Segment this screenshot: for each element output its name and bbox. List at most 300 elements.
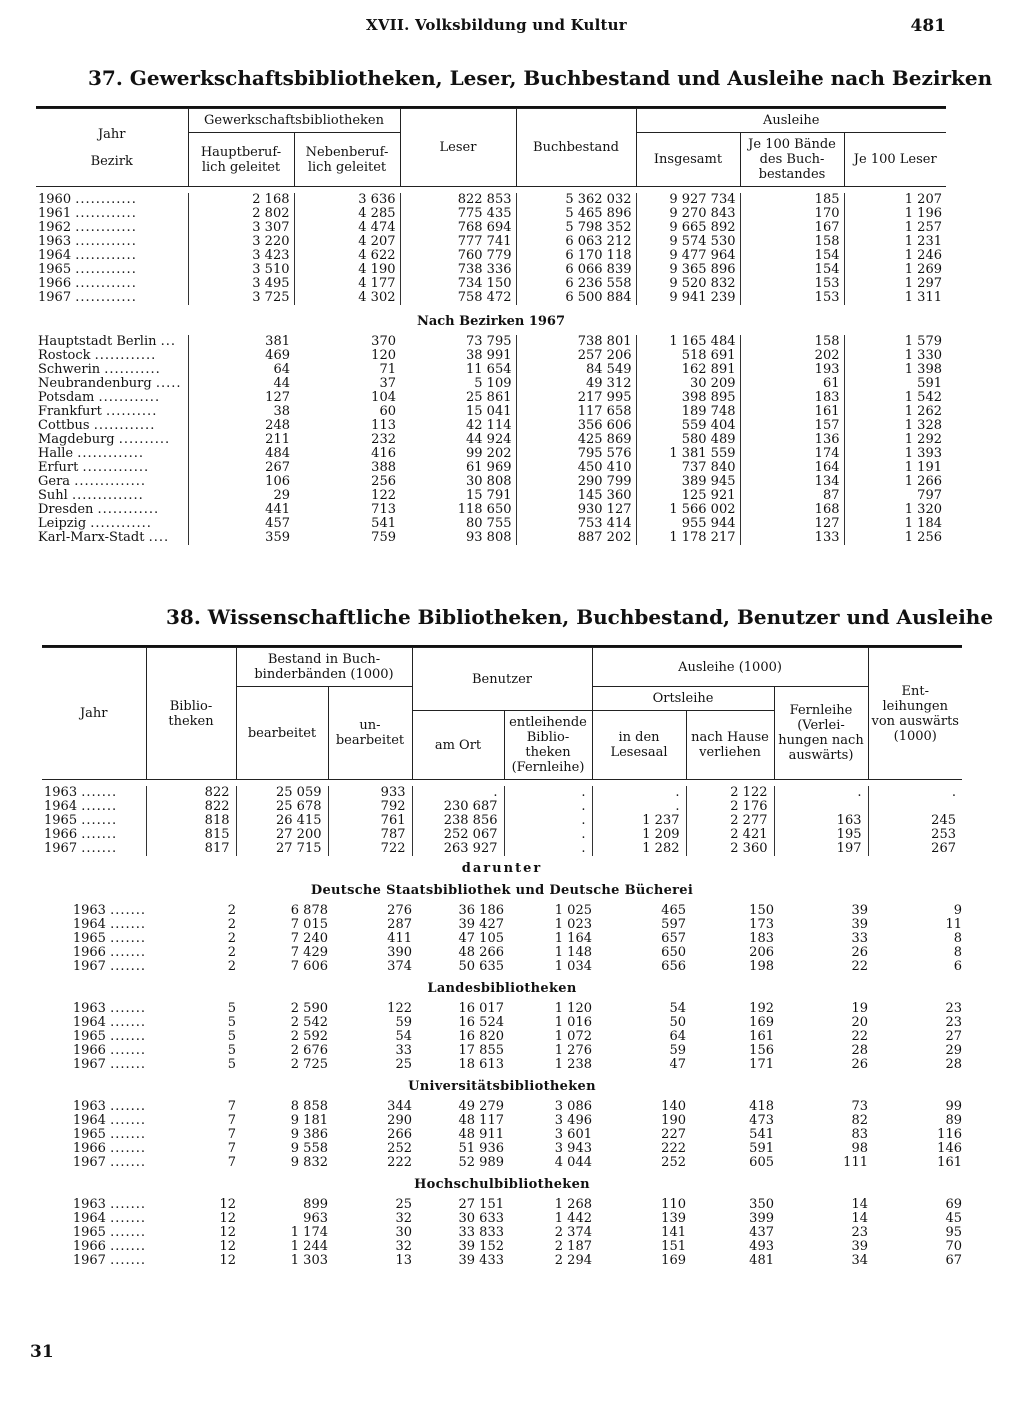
running-head: XVII. Volksbildung und Kultur bbox=[366, 16, 627, 34]
cell-jl: 1 256 bbox=[844, 531, 946, 545]
row-label bbox=[42, 828, 146, 842]
cell-haupt: 2 802 bbox=[188, 207, 294, 221]
cell-jl: 797 bbox=[844, 489, 946, 503]
cell-ausw: . bbox=[868, 786, 962, 800]
cell-haus: 2 421 bbox=[686, 828, 774, 842]
cell-ort: 16 820 bbox=[458, 1029, 504, 1044]
row-label bbox=[36, 235, 188, 249]
cell-ausw: 161 bbox=[937, 1155, 962, 1170]
leader-dots: ....... bbox=[110, 1113, 146, 1128]
cell-haupt: 3 220 bbox=[188, 235, 294, 249]
header-lesesaal: in den Lesesaal bbox=[592, 711, 686, 780]
row-label-text: Erfurt bbox=[38, 460, 79, 475]
row-label bbox=[36, 531, 188, 545]
cell-entl: 1 238 bbox=[554, 1057, 592, 1072]
cell-bear: 7 429 bbox=[290, 945, 328, 960]
cell-bear: 9 832 bbox=[290, 1155, 328, 1170]
cell-ort: 52 989 bbox=[458, 1155, 504, 1170]
cell-les: 59 bbox=[669, 1043, 686, 1058]
cell-ausw: 45 bbox=[945, 1211, 962, 1226]
row-label-text: 1964 bbox=[72, 1211, 106, 1226]
row-label-text: Cottbus bbox=[38, 418, 90, 433]
cell-buch: 117 658 bbox=[516, 405, 636, 419]
group-row bbox=[42, 1226, 962, 1240]
cell-ausw: 28 bbox=[945, 1057, 962, 1072]
row-label-text: Rostock bbox=[38, 348, 91, 363]
cell-unbear: 25 bbox=[395, 1057, 412, 1072]
cell-ort: 48 911 bbox=[458, 1127, 504, 1142]
cell-bib: 12 bbox=[219, 1225, 236, 1240]
cell-buch: 5 465 896 bbox=[516, 207, 636, 221]
cell-neben: 4 190 bbox=[294, 263, 400, 277]
leader-dots: ....... bbox=[81, 813, 118, 828]
header-insgesamt: Insgesamt bbox=[636, 133, 740, 187]
cell-bib: 5 bbox=[227, 1057, 236, 1072]
cell-bib: 7 bbox=[227, 1113, 236, 1128]
cell-insg: 518 691 bbox=[636, 349, 740, 363]
cell-neben: 104 bbox=[371, 390, 396, 405]
cell-buch: 887 202 bbox=[516, 531, 636, 545]
cell-ausw: 69 bbox=[945, 1197, 962, 1212]
cell-entl: 1 025 bbox=[554, 903, 592, 918]
header-group-ortsleihe: Ortsleihe bbox=[592, 687, 774, 711]
cell-haus: 169 bbox=[749, 1015, 774, 1030]
row-label bbox=[36, 503, 188, 517]
cell-haus: 481 bbox=[749, 1253, 774, 1268]
row-label-text: Suhl bbox=[38, 488, 68, 503]
year-row bbox=[36, 249, 946, 263]
cell-unbear: 33 bbox=[395, 1043, 412, 1058]
cell-haupt: 44 bbox=[188, 377, 294, 391]
year-row bbox=[36, 277, 946, 291]
header-fernleihe: Fernleihe (Verlei-hungen nach auswärts) bbox=[774, 687, 868, 780]
cell-haus: 173 bbox=[749, 917, 774, 932]
cell-ort: 16 524 bbox=[458, 1015, 504, 1030]
cell-ort: 51 936 bbox=[458, 1141, 504, 1156]
cell-bib: 818 bbox=[146, 814, 236, 828]
cell-bib: 5 bbox=[227, 1029, 236, 1044]
section-nach-bezirken: Nach Bezirken 1967 bbox=[416, 314, 566, 329]
cell-neben: 60 bbox=[379, 404, 396, 419]
cell-bear: 963 bbox=[303, 1211, 328, 1226]
cell-leser: 822 853 bbox=[400, 193, 516, 207]
footer-mark: 31 bbox=[30, 1342, 54, 1362]
group-row bbox=[42, 1142, 962, 1156]
header-group-benutzer: Benutzer bbox=[412, 648, 592, 711]
cell-leser: 775 435 bbox=[400, 207, 516, 221]
cell-insg: 9 270 843 bbox=[636, 207, 740, 221]
header-bibliotheken: Biblio-theken bbox=[146, 648, 236, 780]
leader-dots: ....... bbox=[110, 1239, 146, 1254]
row-label-text: 1963 bbox=[72, 1197, 106, 1212]
row-label-text: 1965 bbox=[72, 1127, 106, 1142]
cell-fern: 98 bbox=[851, 1141, 868, 1156]
cell-jl: 1 262 bbox=[844, 405, 946, 419]
leader-dots: .............. bbox=[71, 488, 144, 503]
row-label bbox=[42, 918, 146, 932]
cell-bear: 7 015 bbox=[290, 917, 328, 932]
row-label bbox=[42, 1226, 146, 1240]
cell-bear: 2 590 bbox=[290, 1001, 328, 1016]
cell-jb: 170 bbox=[740, 207, 844, 221]
row-label-text: 1966 bbox=[72, 1141, 106, 1156]
cell-entl: 3 496 bbox=[554, 1113, 592, 1128]
row-label bbox=[36, 363, 188, 377]
cell-bear: 7 240 bbox=[290, 931, 328, 946]
cell-leser: 99 202 bbox=[466, 446, 512, 461]
cell-jb: 154 bbox=[740, 263, 844, 277]
leader-dots: ............ bbox=[97, 502, 160, 517]
cell-jl: 1 184 bbox=[844, 517, 946, 531]
group-caption: Universitätsbibliotheken bbox=[408, 1079, 596, 1094]
row-label-text: 1963 bbox=[72, 1099, 106, 1114]
cell-jb: 134 bbox=[740, 475, 844, 489]
cell-jl: 1 246 bbox=[844, 249, 946, 263]
group-row bbox=[42, 904, 962, 918]
header-bearbeitet: bearbeitet bbox=[236, 687, 328, 780]
row-label bbox=[36, 193, 188, 207]
cell-jb: 136 bbox=[740, 433, 844, 447]
row-label-text: Frankfurt bbox=[38, 404, 102, 419]
cell-leser: 25 861 bbox=[466, 390, 512, 405]
group-row bbox=[42, 1044, 962, 1058]
cell-jl: 1 311 bbox=[844, 291, 946, 305]
cell-haupt: 248 bbox=[188, 419, 294, 433]
leader-dots: .............. bbox=[74, 474, 147, 489]
cell-insg: 559 404 bbox=[636, 419, 740, 433]
cell-les: 252 bbox=[661, 1155, 686, 1170]
leader-dots: ....... bbox=[110, 959, 146, 974]
cell-jb: 153 bbox=[740, 291, 844, 305]
cell-haupt: 211 bbox=[188, 433, 294, 447]
cell-ausw: 89 bbox=[945, 1113, 962, 1128]
cell-bib: 2 bbox=[227, 917, 236, 932]
row-label bbox=[42, 1254, 146, 1268]
row-label-text: 1961 bbox=[38, 206, 72, 221]
cell-haupt: 3 307 bbox=[188, 221, 294, 235]
leader-dots: ....... bbox=[81, 841, 118, 856]
cell-leser: 11 654 bbox=[466, 362, 512, 377]
cell-jb: 185 bbox=[740, 193, 844, 207]
row-label bbox=[42, 1100, 146, 1114]
cell-ausw: 27 bbox=[945, 1029, 962, 1044]
cell-entl: 2 187 bbox=[554, 1239, 592, 1254]
leader-dots: ....... bbox=[110, 945, 146, 960]
cell-bear: 2 676 bbox=[290, 1043, 328, 1058]
cell-haus: 541 bbox=[749, 1127, 774, 1142]
cell-ausw: 253 bbox=[868, 828, 962, 842]
row-label bbox=[42, 1002, 146, 1016]
row-label bbox=[42, 1044, 146, 1058]
group-row bbox=[42, 1016, 962, 1030]
district-row bbox=[36, 475, 946, 489]
cell-unbear: 374 bbox=[387, 959, 412, 974]
cell-insg: 389 945 bbox=[636, 475, 740, 489]
cell-jb: 167 bbox=[740, 221, 844, 235]
cell-ort: . bbox=[412, 786, 504, 800]
cell-jl: 1 266 bbox=[844, 475, 946, 489]
cell-unbear: 252 bbox=[387, 1141, 412, 1156]
cell-buch: 257 206 bbox=[516, 349, 636, 363]
cell-entl: . bbox=[504, 800, 592, 814]
cell-insg: 9 520 832 bbox=[636, 277, 740, 291]
row-label bbox=[36, 349, 188, 363]
cell-entl: 2 374 bbox=[554, 1225, 592, 1240]
cell-les: 169 bbox=[661, 1253, 686, 1268]
cell-leser: 118 650 bbox=[457, 502, 512, 517]
row-label bbox=[36, 447, 188, 461]
cell-buch: 290 799 bbox=[516, 475, 636, 489]
row-label-text: 1965 bbox=[72, 1225, 106, 1240]
cell-ausw: 267 bbox=[868, 842, 962, 856]
cell-buch: 6 236 558 bbox=[516, 277, 636, 291]
cell-haus: 183 bbox=[749, 931, 774, 946]
group-caption-row bbox=[42, 1072, 962, 1100]
cell-insg: 1 381 559 bbox=[636, 447, 740, 461]
cell-insg: 9 927 734 bbox=[636, 193, 740, 207]
cell-jb: 61 bbox=[740, 377, 844, 391]
cell-haupt: 3 495 bbox=[188, 277, 294, 291]
cell-neben: 4 622 bbox=[294, 249, 400, 263]
cell-fern: 26 bbox=[851, 945, 868, 960]
cell-haus: 605 bbox=[749, 1155, 774, 1170]
cell-jb: 168 bbox=[740, 503, 844, 517]
leader-dots: ............ bbox=[90, 516, 152, 531]
cell-insg: 9 365 896 bbox=[636, 263, 740, 277]
leader-dots: ........... bbox=[104, 362, 161, 377]
cell-les: 465 bbox=[661, 903, 686, 918]
cell-les: 139 bbox=[661, 1211, 686, 1226]
leader-dots: ....... bbox=[110, 1043, 146, 1058]
cell-entl: 2 294 bbox=[554, 1253, 592, 1268]
group-row bbox=[42, 918, 962, 932]
row-label bbox=[36, 335, 188, 349]
cell-leser: 73 795 bbox=[466, 334, 512, 349]
cell-leser: 5 109 bbox=[474, 376, 512, 391]
cell-entl: 1 276 bbox=[554, 1043, 592, 1058]
group-caption-row bbox=[42, 974, 962, 1002]
cell-jl: 1 398 bbox=[844, 363, 946, 377]
cell-unbear: 30 bbox=[395, 1225, 412, 1240]
leader-dots: ............ bbox=[75, 220, 137, 235]
cell-entl: . bbox=[504, 828, 592, 842]
cell-entl: 1 120 bbox=[554, 1001, 592, 1016]
cell-leser: 93 808 bbox=[466, 530, 512, 545]
cell-ausw: 245 bbox=[868, 814, 962, 828]
row-label bbox=[36, 249, 188, 263]
cell-ort: 49 279 bbox=[458, 1099, 504, 1114]
cell-ausw: 116 bbox=[937, 1127, 962, 1142]
cell-haus: 150 bbox=[749, 903, 774, 918]
leader-dots: ....... bbox=[81, 827, 118, 842]
row-label bbox=[36, 433, 188, 447]
cell-leser: 30 808 bbox=[466, 474, 512, 489]
group-row bbox=[42, 1114, 962, 1128]
row-label-text: 1963 bbox=[38, 234, 72, 249]
cell-jl: 1 292 bbox=[844, 433, 946, 447]
group-row bbox=[42, 1100, 962, 1114]
cell-unbear: 266 bbox=[387, 1127, 412, 1142]
cell-haupt: 267 bbox=[188, 461, 294, 475]
district-row bbox=[36, 517, 946, 531]
group-caption: Deutsche Staatsbibliothek und Deutsche Bücherei bbox=[310, 883, 694, 898]
header-group-ausleihe: Ausleihe (1000) bbox=[592, 648, 868, 687]
cell-unbear: 390 bbox=[387, 945, 412, 960]
cell-bear: 1 174 bbox=[290, 1225, 328, 1240]
row-label bbox=[42, 1114, 146, 1128]
cell-ausw: 9 bbox=[953, 903, 962, 918]
header-group-ausleihe: Ausleihe bbox=[636, 109, 946, 133]
cell-jl: 1 579 bbox=[844, 335, 946, 349]
cell-insg: 9 941 239 bbox=[636, 291, 740, 305]
cell-haupt: 381 bbox=[188, 335, 294, 349]
cell-neben: 4 474 bbox=[294, 221, 400, 235]
leader-dots: ............ bbox=[75, 290, 137, 305]
leader-dots: .......... bbox=[106, 404, 158, 419]
leader-dots: ............ bbox=[75, 262, 137, 277]
district-row bbox=[36, 377, 946, 391]
row-label bbox=[36, 263, 188, 277]
cell-bib: 5 bbox=[227, 1043, 236, 1058]
cell-unbear: 290 bbox=[387, 1113, 412, 1128]
cell-leser: 38 991 bbox=[466, 348, 512, 363]
cell-fern: 197 bbox=[774, 842, 868, 856]
row-label bbox=[36, 517, 188, 531]
cell-ort: 252 067 bbox=[412, 828, 504, 842]
cell-les: 657 bbox=[661, 931, 686, 946]
cell-haupt: 2 168 bbox=[188, 193, 294, 207]
leader-dots: .......... bbox=[118, 432, 171, 447]
header-je100-leser: Je 100 Leser bbox=[844, 133, 946, 187]
cell-jb: 133 bbox=[740, 531, 844, 545]
cell-leser: 760 779 bbox=[400, 249, 516, 263]
caption-darunter: darunter bbox=[461, 861, 543, 876]
cell-jl: 1 196 bbox=[844, 207, 946, 221]
row-label bbox=[42, 1142, 146, 1156]
cell-unbear: 122 bbox=[387, 1001, 412, 1016]
cell-bib: 822 bbox=[146, 800, 236, 814]
cell-ort: 50 635 bbox=[458, 959, 504, 974]
cell-bear: 2 542 bbox=[290, 1015, 328, 1030]
group-caption: Landesbibliotheken bbox=[427, 981, 577, 996]
cell-les: 50 bbox=[669, 1015, 686, 1030]
cell-bear: 2 592 bbox=[290, 1029, 328, 1044]
cell-ausw: 23 bbox=[945, 1015, 962, 1030]
group-row bbox=[42, 1030, 962, 1044]
leader-dots: ....... bbox=[81, 785, 118, 800]
group-row bbox=[42, 1002, 962, 1016]
cell-fern: 34 bbox=[851, 1253, 868, 1268]
row-label-text: Potsdam bbox=[38, 390, 95, 405]
cell-jb: 193 bbox=[740, 363, 844, 377]
cell-insg: 189 748 bbox=[636, 405, 740, 419]
cell-insg: 125 921 bbox=[636, 489, 740, 503]
cell-ort: 48 117 bbox=[458, 1113, 504, 1128]
row-label bbox=[36, 419, 188, 433]
cell-buch: 84 549 bbox=[516, 363, 636, 377]
row-label-text: 1966 bbox=[72, 1043, 106, 1058]
header-group-bibliotheken: Gewerkschaftsbibliotheken bbox=[188, 109, 400, 133]
leader-dots: ....... bbox=[110, 1197, 146, 1212]
cell-ort: 238 856 bbox=[412, 814, 504, 828]
cell-insg: 737 840 bbox=[636, 461, 740, 475]
cell-haus: 2 122 bbox=[686, 786, 774, 800]
cell-buch: 5 362 032 bbox=[516, 193, 636, 207]
cell-entl: 3 086 bbox=[554, 1099, 592, 1114]
district-row bbox=[36, 405, 946, 419]
row-label bbox=[36, 377, 188, 391]
cell-entl: . bbox=[504, 814, 592, 828]
cell-les: 110 bbox=[661, 1197, 686, 1212]
cell-haupt: 359 bbox=[188, 531, 294, 545]
cell-haus: 493 bbox=[749, 1239, 774, 1254]
leader-dots: ............ bbox=[75, 192, 137, 207]
cell-bib: 12 bbox=[219, 1197, 236, 1212]
cell-haupt: 3 510 bbox=[188, 263, 294, 277]
cell-unbear: 787 bbox=[328, 828, 412, 842]
cell-bib: 5 bbox=[227, 1015, 236, 1030]
row-label bbox=[36, 475, 188, 489]
cell-les: 656 bbox=[661, 959, 686, 974]
cell-haus: 2 277 bbox=[686, 814, 774, 828]
row-label-text: 1965 bbox=[72, 931, 106, 946]
cell-bib: 2 bbox=[227, 959, 236, 974]
cell-bear: 27 715 bbox=[236, 842, 328, 856]
cell-neben: 113 bbox=[371, 418, 396, 433]
cell-ausw: 6 bbox=[953, 959, 962, 974]
cell-entl: 3 943 bbox=[554, 1141, 592, 1156]
leader-dots: ............ bbox=[94, 348, 157, 363]
cell-bear: 27 200 bbox=[236, 828, 328, 842]
row-label bbox=[42, 960, 146, 974]
leader-dots: ............ bbox=[75, 248, 137, 263]
cell-bear: 26 415 bbox=[236, 814, 328, 828]
cell-haus: 161 bbox=[749, 1029, 774, 1044]
cell-bib: 7 bbox=[227, 1127, 236, 1142]
cell-fern: 39 bbox=[851, 903, 868, 918]
leader-dots: ............ bbox=[98, 390, 161, 405]
cell-entl: 1 034 bbox=[554, 959, 592, 974]
district-row bbox=[36, 489, 946, 503]
cell-jl: 1 330 bbox=[844, 349, 946, 363]
cell-les: 151 bbox=[661, 1239, 686, 1254]
cell-les: 1 237 bbox=[592, 814, 686, 828]
cell-entl: 1 148 bbox=[554, 945, 592, 960]
total-row bbox=[42, 786, 962, 800]
cell-haus: 192 bbox=[749, 1001, 774, 1016]
cell-neben: 4 207 bbox=[294, 235, 400, 249]
cell-jb: 157 bbox=[740, 419, 844, 433]
cell-bib: 2 bbox=[227, 903, 236, 918]
cell-unbear: 25 bbox=[395, 1197, 412, 1212]
row-label-text: 1967 bbox=[44, 841, 78, 856]
cell-neben: 541 bbox=[371, 516, 396, 531]
district-row bbox=[36, 531, 946, 545]
table-38-title: 38. Wissenschaftliche Bibliotheken, Buchbestand, Benutzer und Ausleihe bbox=[166, 605, 994, 629]
header-jahr: Jahr bbox=[42, 648, 146, 780]
cell-ausw: 29 bbox=[945, 1043, 962, 1058]
cell-unbear: 222 bbox=[387, 1155, 412, 1170]
cell-bib: 822 bbox=[146, 786, 236, 800]
cell-buch: 49 312 bbox=[516, 377, 636, 391]
leader-dots: ............ bbox=[75, 234, 137, 249]
row-label bbox=[42, 1240, 146, 1254]
cell-ort: 36 186 bbox=[458, 903, 504, 918]
cell-ort: 263 927 bbox=[412, 842, 504, 856]
header-entleihungen: Ent-leihungen von auswärts (1000) bbox=[868, 648, 962, 780]
row-label bbox=[36, 277, 188, 291]
leader-dots: ....... bbox=[110, 1225, 146, 1240]
